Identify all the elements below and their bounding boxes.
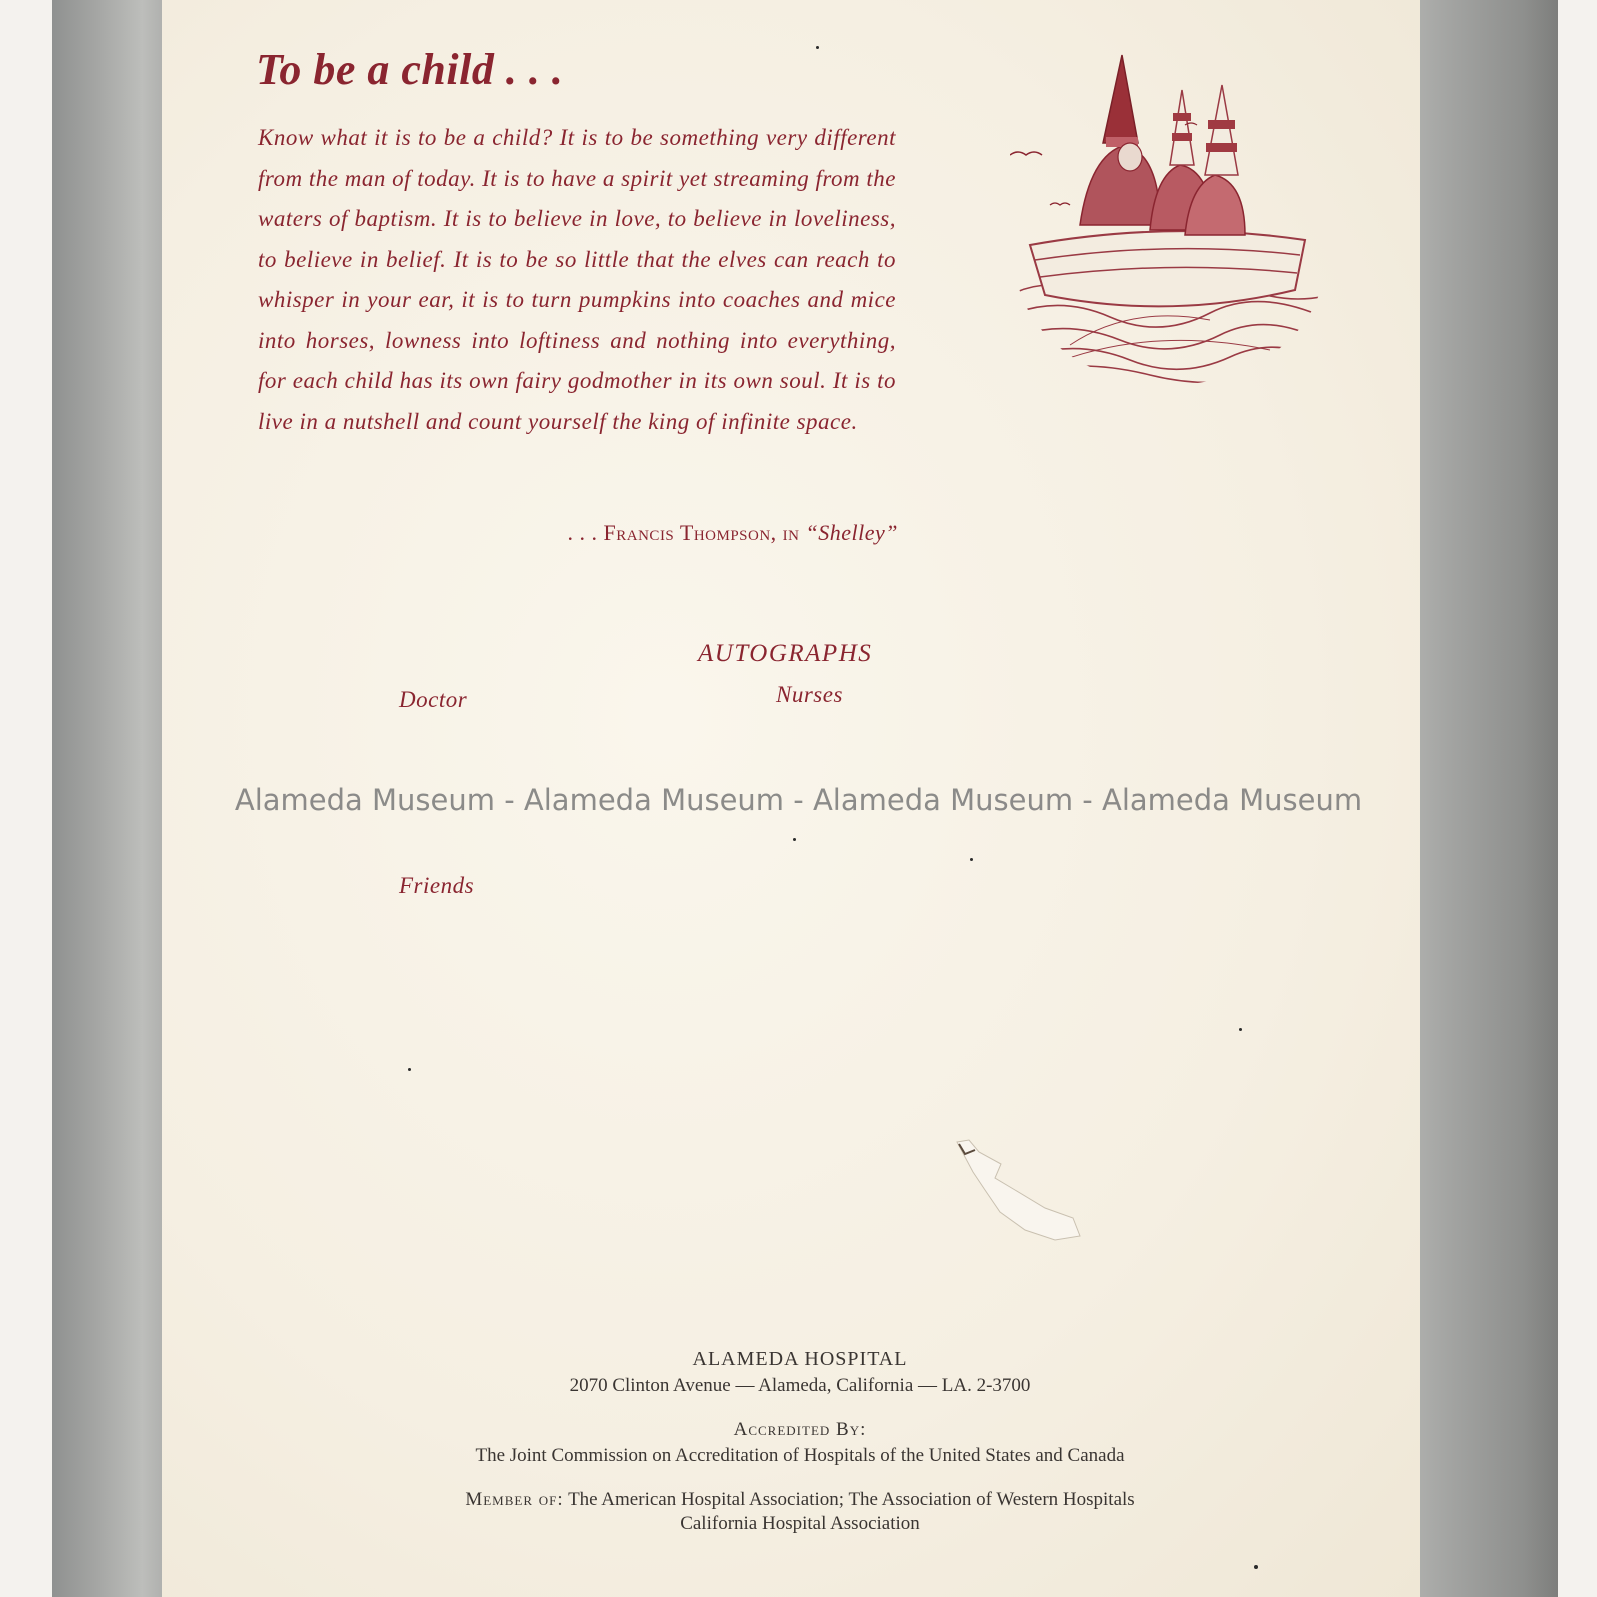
attribution-work: “Shelley” [805,520,898,545]
poem-body: Know what it is to be a child? It is to be something very different from the man of today. It is to have a spirit yet streaming from the waters of baptism. It is to believe in love, to believe in loveliness, to believe in belief. It is to be so little that the elves can reach to whisper in your ear, it is to turn pumpkins into coaches and mice into horses, lowness into loftiness and nothing into everything, for each child has its own fairy godmother in its own soul. It is to live in a nutshell and count yourself the king of infinite space. [258,125,896,434]
speck [970,858,973,861]
doctor-label: Doctor [399,687,468,712]
nurses-label: Nurses [776,682,843,707]
hospital-name: ALAMEDA HOSPITAL [692,1348,908,1370]
speck [816,46,819,49]
member-label: Member of: [465,1489,564,1510]
paper-tear-mark [955,1138,1085,1248]
accredited-by: The Joint Commission on Accreditation of Hospitals of the United States and Canada [475,1445,1125,1466]
hospital-footer [300,1348,1300,1535]
speck [408,1068,411,1071]
speck [1254,1565,1258,1569]
attribution-prefix: . . . [567,520,604,545]
member-of-2: California Hospital Association [680,1513,920,1534]
poem-title: To be a child . . . [256,45,564,94]
speck [1239,1028,1242,1031]
museum-watermark: Alameda Museum - Alameda Museum - Alameda Museum - Alameda Museum [234,783,1363,817]
member-of: The American Hospital Association; The Association of Western Hospitals [568,1489,1135,1510]
accredited-label: Accredited By: [733,1419,867,1440]
friends-label: Friends [399,873,475,898]
member-line [300,1489,1300,1511]
speck [793,838,796,841]
hospital-address: 2070 Clinton Avenue — Alameda, California — LA. 2-3700 [569,1375,1031,1396]
boat-illustration [1010,45,1330,390]
attribution-author: Francis Thompson, in [603,520,800,545]
autographs-heading: AUTOGRAPHS [698,640,873,667]
poem-attribution [470,520,898,546]
